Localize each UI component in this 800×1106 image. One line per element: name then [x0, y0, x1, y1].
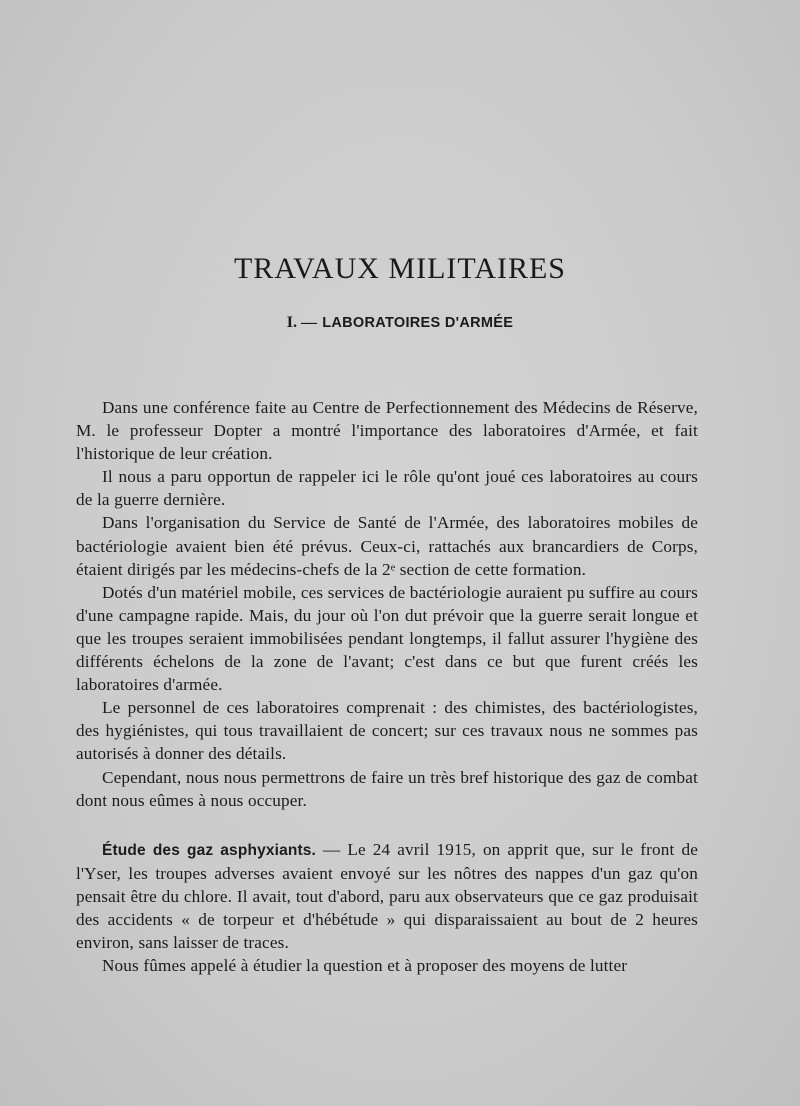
page-title: TRAVAUX MILITAIRES: [233, 252, 566, 285]
section-title: LABORATOIRES D'ARMÉE: [322, 315, 514, 331]
paragraph-5: Le personnel de ces laboratoires comprenait : des chimistes, des bactériologistes, des hygiénistes, qui tous travaillaient de concert; sur ces travaux nous ne sommes pas autorisés à donner des détails.: [76, 698, 698, 764]
paragraph-8: Nous fûmes appelé à étudier la question et à proposer des moyens de lutter: [102, 956, 628, 976]
paragraph-lead-heading: Étude des gaz asphyxiants.: [102, 841, 316, 859]
paragraph-7-text: — Le 24 avril 1915, on apprit que, sur le front de l'Yser, les troupes adverses avaient envoyé sur les nôtres des nappes d'un gaz qu'on pensait être du chlore. Il avait, tout d'abord, paru aux observateurs que ce gaz produisait des accidents « de torpeur et d'hébétude » qui disparaissaient au bout de 2 heures environ, sans laisser de traces.: [76, 839, 698, 953]
body-text: [76, 396, 698, 977]
section-number: I. —: [286, 314, 317, 331]
paragraph-2: Il nous a paru opportun de rappeler ici le rôle qu'ont joué ces laboratoires au cours de la guerre dernière.: [76, 467, 698, 510]
paragraph-3: Dans l'organisation du Service de Santé de l'Armée, des laboratoires mobiles de bactériologie avaient bien été prévus. Ceux-ci, rattachés aux brancardiers de Corps, étaient dirigés par les médecins-chefs de la 2ᵉ section de cette formation.: [76, 513, 698, 579]
section-heading: [0, 313, 800, 332]
paragraph-4: Dotés d'un matériel mobile, ces services de bactériologie auraient pu suffire au cours d'une campagne rapide. Mais, du jour où l'on dut prévoir que la guerre serait longue et que les troupes seraient immobilisées pendant longtemps, il fallut assurer l'hygiène des différents échelons de la zone de l'avant; c'est dans ce but que furent créés les laboratoires d'armée.: [76, 582, 698, 695]
paragraph-7: [76, 838, 698, 954]
paragraph-1: Dans une conférence faite au Centre de Perfectionnement des Médecins de Réserve, M. le professeur Dopter a montré l'importance des laboratoires d'Armée, et fait l'historique de leur création.: [76, 398, 698, 464]
paragraph-6: Cependant, nous nous permettrons de faire un très bref historique des gaz de combat dont nous eûmes à nous occuper.: [76, 767, 698, 810]
